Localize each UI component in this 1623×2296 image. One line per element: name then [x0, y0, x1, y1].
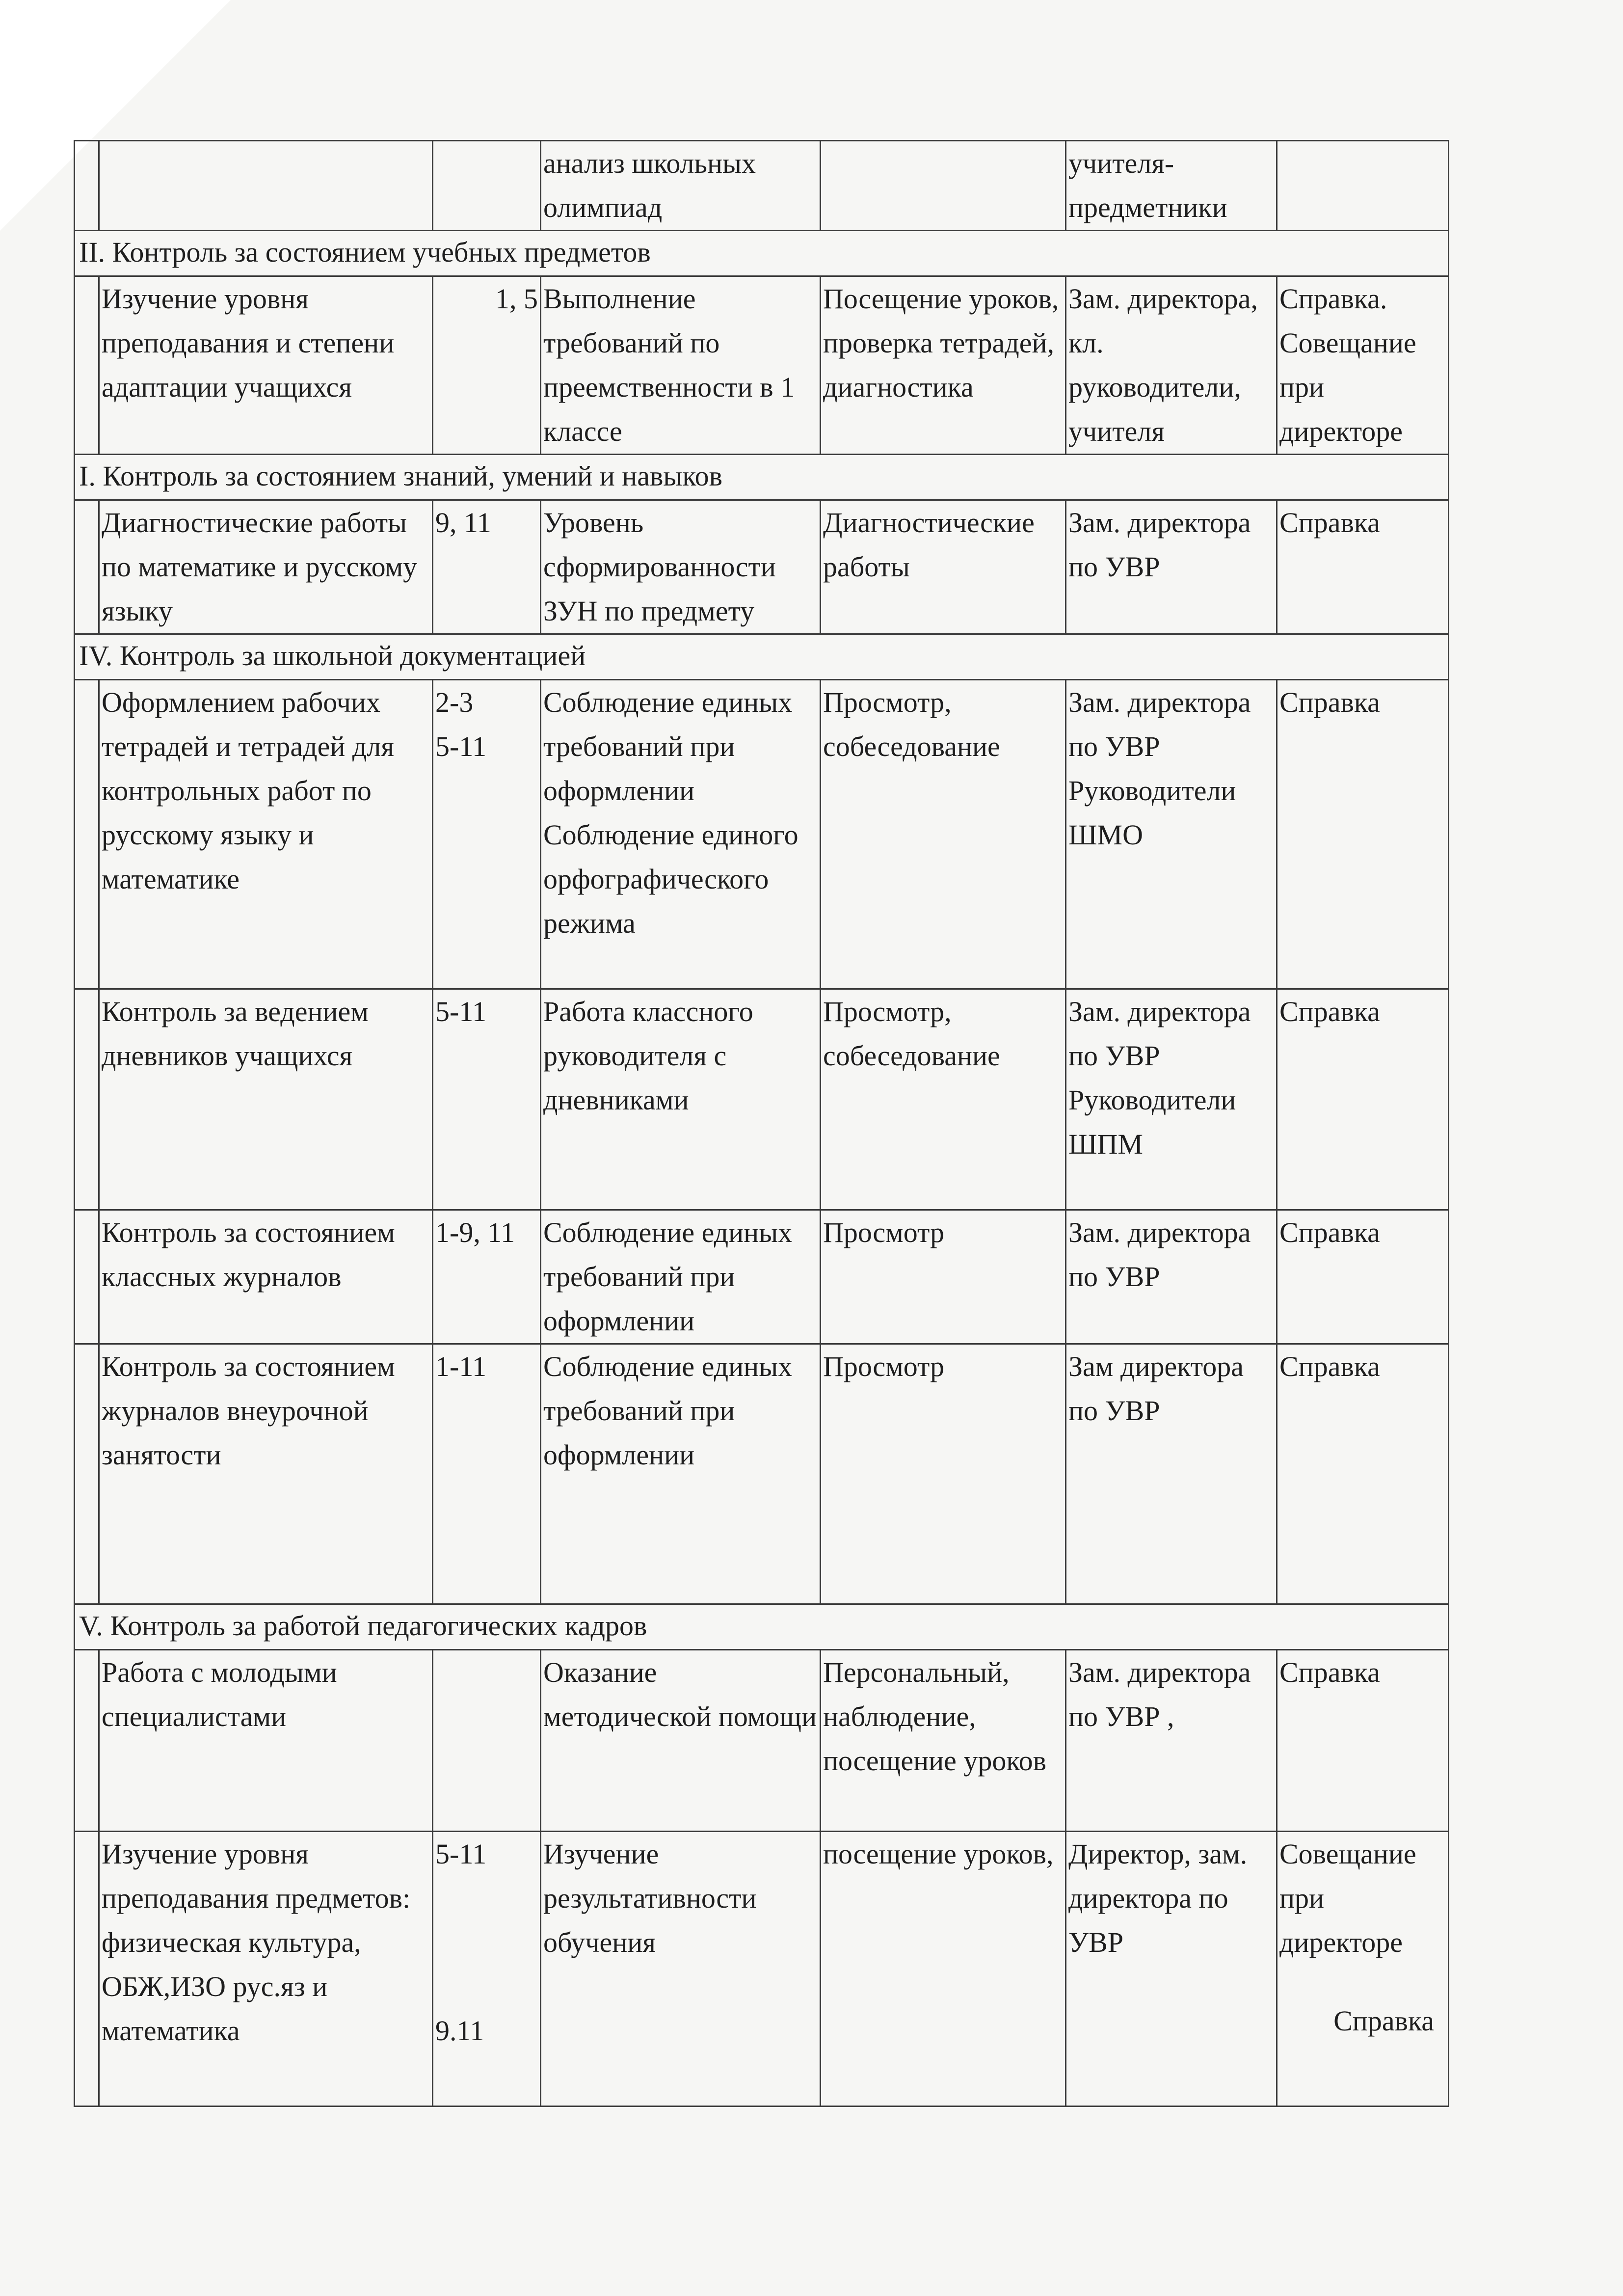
row-gutter	[75, 276, 99, 455]
cell-responsible: Зам. директора по УВР Руководители ШПМ	[1066, 989, 1277, 1210]
cell-method	[821, 141, 1066, 231]
section-header-row	[75, 1604, 1449, 1650]
cell-result	[1277, 141, 1449, 231]
cell-subject: Контроль за состоянием классных журналов	[99, 1210, 433, 1344]
row-gutter	[75, 1210, 99, 1344]
cell-classes	[433, 141, 541, 231]
table-row	[75, 276, 1449, 455]
cell-method: Просмотр, собеседование	[821, 680, 1066, 989]
cell-responsible: Зам директора по УВР	[1066, 1344, 1277, 1604]
row-gutter	[75, 1832, 99, 2107]
table-row	[75, 989, 1449, 1210]
cell-subject: Изучение уровня преподавания предметов: физическая культура, ОБЖ,ИЗО рус.яз и математика	[99, 1832, 433, 2107]
row-gutter	[75, 500, 99, 634]
cell-result	[1277, 1832, 1449, 2107]
result-second: Справка	[1333, 2005, 1434, 2037]
table-row	[75, 500, 1449, 634]
cell-method: Просмотр	[821, 1210, 1066, 1344]
cell-classes	[433, 1650, 541, 1832]
cell-goal: Оказание методической помощи	[541, 1650, 821, 1832]
classes-first: 5-11	[435, 1838, 487, 1870]
cell-subject: Контроль за ведением дневников учащихся	[99, 989, 433, 1210]
section-header-row	[75, 455, 1449, 500]
document-page	[74, 140, 1448, 2107]
section-title-2: II. Контроль за состоянием учебных предметов	[75, 231, 1449, 276]
cell-result: Справка	[1277, 1210, 1449, 1344]
cell-subject: Оформлением рабочих тетрадей и тетрадей для контрольных работ по русскому языку и математике	[99, 680, 433, 989]
table-row	[75, 1650, 1449, 1832]
cell-goal: Соблюдение единых требований при оформлении Соблюдение единого орфографического режима	[541, 680, 821, 989]
cell-method: Просмотр, собеседование	[821, 989, 1066, 1210]
cell-method: Диагностические работы	[821, 500, 1066, 634]
cell-result: Справка	[1277, 1344, 1449, 1604]
section-title-3: I. Контроль за состоянием знаний, умений и навыков	[75, 455, 1449, 500]
cell-result: Справка	[1277, 680, 1449, 989]
cell-goal: анализ школьных олимпиад	[541, 141, 821, 231]
table-row	[75, 1344, 1449, 1604]
result-first: Совещание при директоре	[1279, 1838, 1416, 1958]
row-gutter	[75, 989, 99, 1210]
cell-goal: Выполнение требований по преемственности в 1 классе	[541, 276, 821, 455]
cell-subject	[99, 141, 433, 231]
row-gutter	[75, 1650, 99, 1832]
cell-responsible: Зам. директора, кл. руководители, учителя	[1066, 276, 1277, 455]
cell-goal: Уровень сформированности ЗУН по предмету	[541, 500, 821, 634]
cell-subject: Контроль за состоянием журналов внеурочной занятости	[99, 1344, 433, 1604]
cell-goal: Изучение результативности обучения	[541, 1832, 821, 2107]
cell-responsible: учителя-предметники	[1066, 141, 1277, 231]
cell-responsible: Зам. директора по УВР	[1066, 1210, 1277, 1344]
table-row-top	[75, 141, 1449, 231]
section-title-4: IV. Контроль за школьной документацией	[75, 634, 1449, 680]
cell-classes: 1-11	[433, 1344, 541, 1604]
cell-method: Персональный, наблюдение, посещение уроков	[821, 1650, 1066, 1832]
cell-responsible: Зам. директора по УВР Руководители ШМО	[1066, 680, 1277, 989]
classes-second: 9.11	[435, 2015, 484, 2047]
row-gutter	[75, 141, 99, 231]
cell-method: Просмотр	[821, 1344, 1066, 1604]
row-gutter	[75, 680, 99, 989]
section-header-row	[75, 231, 1449, 276]
control-plan-table	[74, 140, 1449, 2107]
cell-classes: 2-3 5-11	[433, 680, 541, 989]
cell-classes: 1, 5	[433, 276, 541, 455]
cell-result: Справка	[1277, 500, 1449, 634]
cell-classes	[433, 1832, 541, 2107]
cell-classes: 9, 11	[433, 500, 541, 634]
cell-subject: Работа с молодыми специалистами	[99, 1650, 433, 1832]
cell-result: Справка	[1277, 989, 1449, 1210]
cell-method: Посещение уроков, проверка тетрадей, диагностика	[821, 276, 1066, 455]
cell-classes: 5-11	[433, 989, 541, 1210]
cell-responsible: Зам. директора по УВР ,	[1066, 1650, 1277, 1832]
cell-subject: Изучение уровня преподавания и степени адаптации учащихся	[99, 276, 433, 455]
cell-result: Справка. Совещание при директоре	[1277, 276, 1449, 455]
table-row	[75, 1832, 1449, 2107]
table-row	[75, 680, 1449, 989]
cell-method: посещение уроков,	[821, 1832, 1066, 2107]
cell-responsible: Зам. директора по УВР	[1066, 500, 1277, 634]
cell-goal: Соблюдение единых требований при оформлении	[541, 1210, 821, 1344]
cell-subject: Диагностические работы по математике и русскому языку	[99, 500, 433, 634]
section-title-5: V. Контроль за работой педагогических кадров	[75, 1604, 1449, 1650]
cell-goal: Соблюдение единых требований при оформлении	[541, 1344, 821, 1604]
cell-result: Справка	[1277, 1650, 1449, 1832]
cell-classes: 1-9, 11	[433, 1210, 541, 1344]
cell-goal: Работа классного руководителя с дневниками	[541, 989, 821, 1210]
row-gutter	[75, 1344, 99, 1604]
section-header-row	[75, 634, 1449, 680]
table-row	[75, 1210, 1449, 1344]
cell-responsible: Директор, зам. директора по УВР	[1066, 1832, 1277, 2107]
